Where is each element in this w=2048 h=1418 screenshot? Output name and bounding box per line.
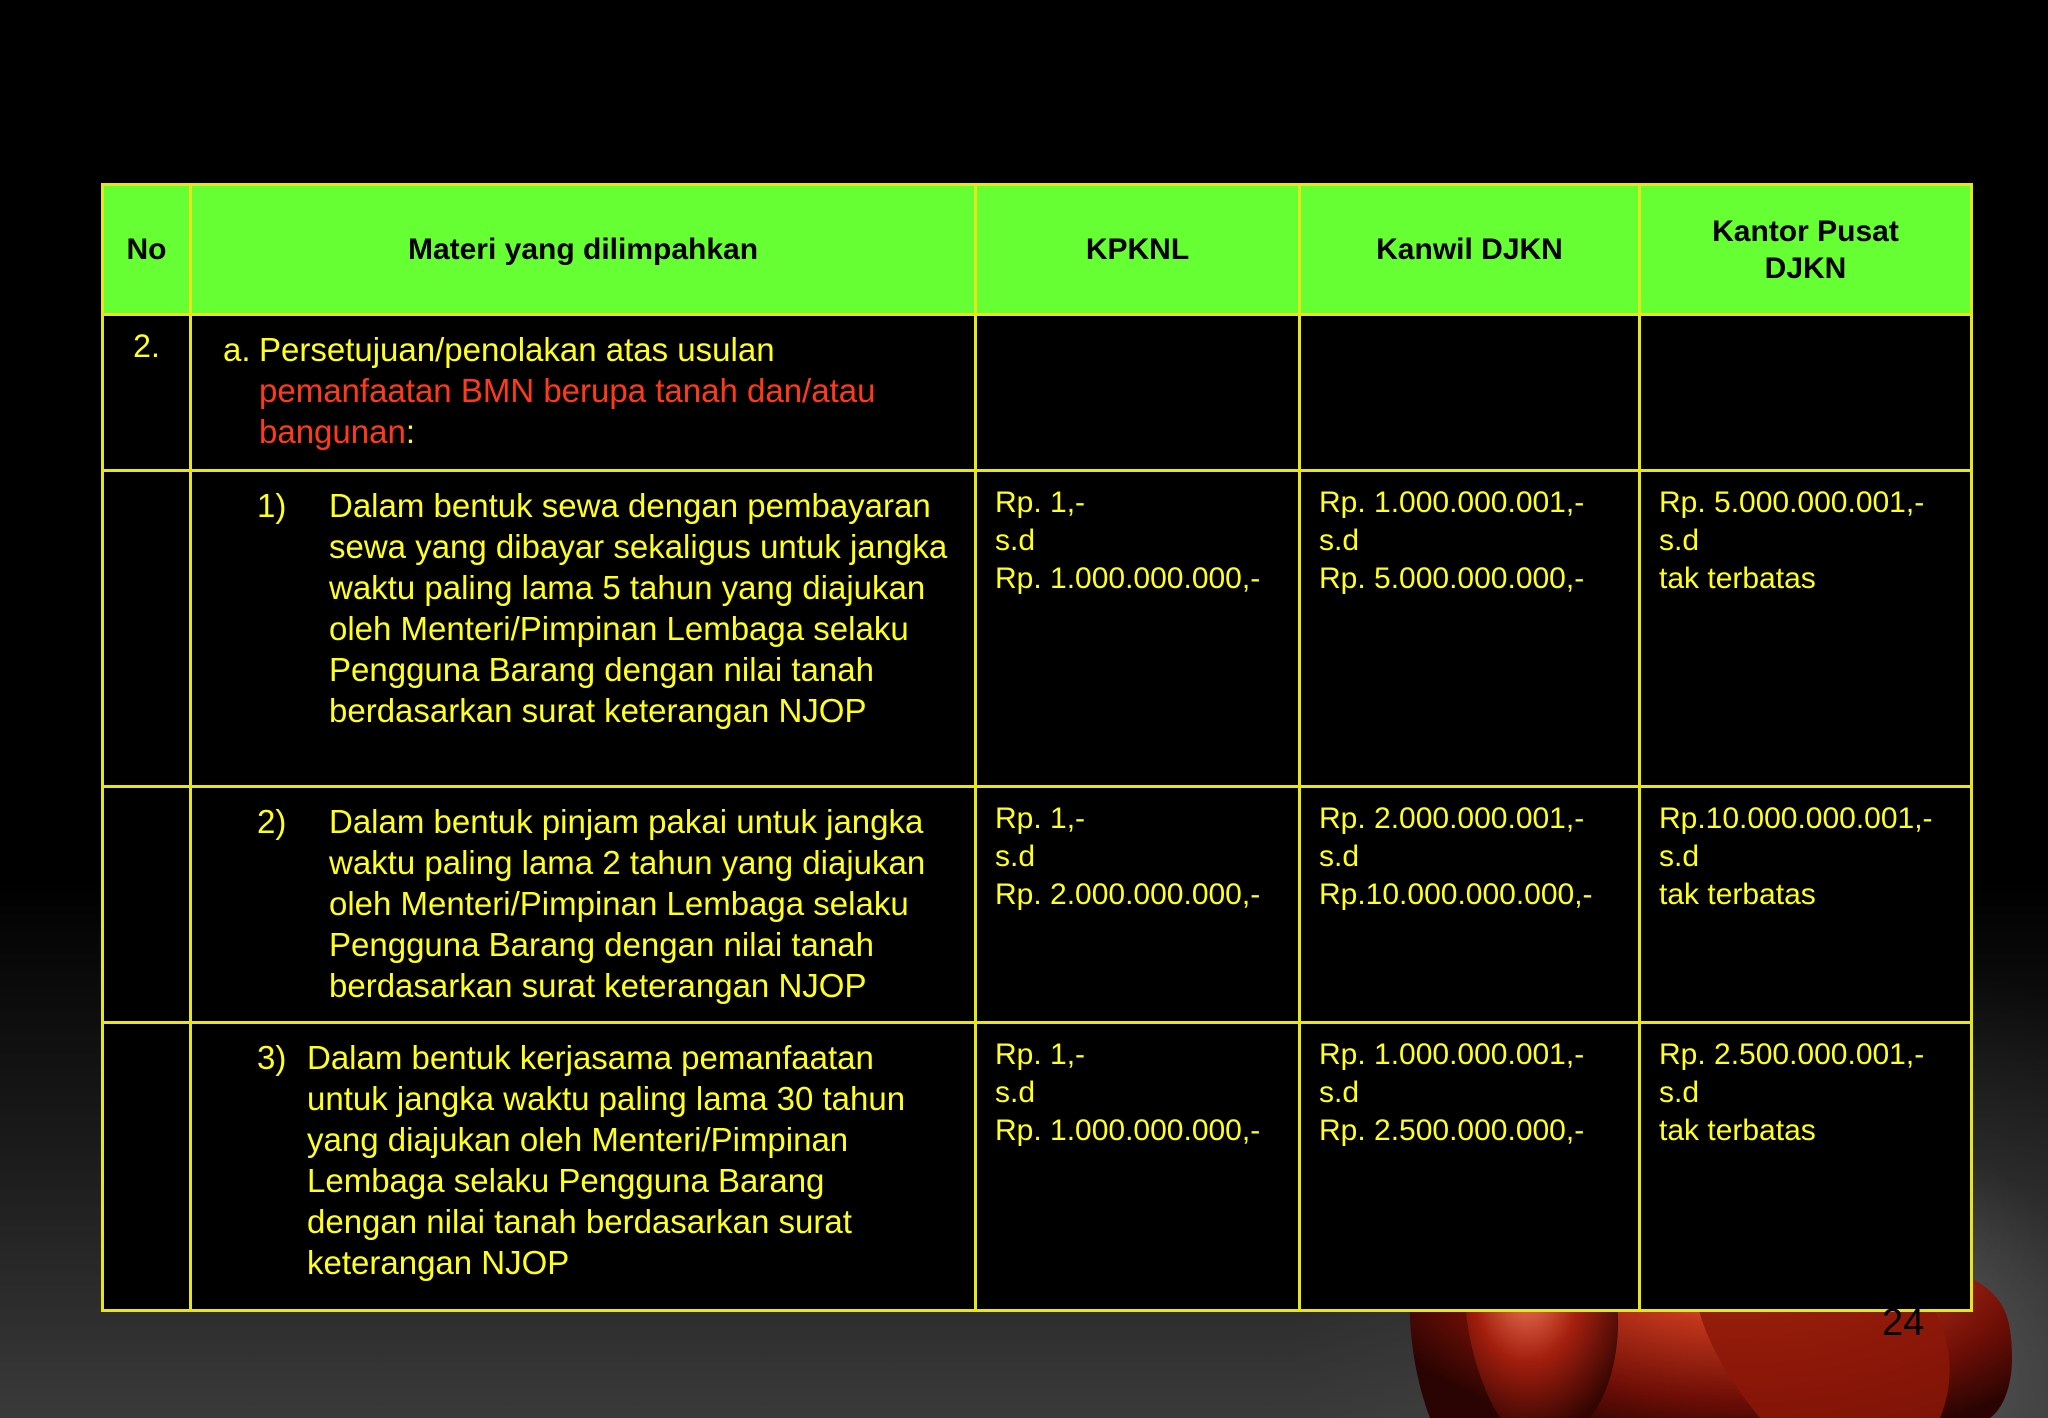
- table-row-main: [103, 315, 1972, 471]
- materi-cell: [191, 1023, 976, 1311]
- amount-from: Rp.10.000.000.001,-: [1659, 802, 1933, 835]
- kpknl-cell: [976, 315, 1300, 471]
- materi-cell: [191, 787, 976, 1023]
- amount-from: Rp. 5.000.000.001,-: [1659, 486, 1925, 519]
- amount-to: Rp. 1.000.000.000,-: [995, 1114, 1261, 1147]
- amount-sd: s.d: [1659, 524, 1700, 557]
- table-row: [103, 787, 1972, 1023]
- delegation-table: [101, 183, 1973, 1312]
- amount-from: Rp. 1.000.000.001,-: [1319, 486, 1585, 519]
- kanwil-cell: [1300, 787, 1640, 1023]
- item-colon: :: [405, 413, 415, 450]
- header-pusat-line2: DJKN: [1764, 251, 1847, 285]
- amount-sd: s.d: [1319, 1076, 1360, 1109]
- row-number: [103, 471, 191, 787]
- amount-from: Rp. 2.000.000.001,-: [1319, 802, 1585, 835]
- header-no: No: [103, 185, 191, 315]
- kpknl-cell: [976, 787, 1300, 1023]
- kanwil-cell: [1300, 315, 1640, 471]
- item-text-line1: Persetujuan/penolakan atas usulan: [259, 331, 775, 368]
- amount-to: tak terbatas: [1659, 1114, 1816, 1147]
- amount-from: Rp. 1,-: [995, 1038, 1086, 1071]
- item-marker: 3): [257, 1039, 287, 1076]
- kpknl-cell: [976, 471, 1300, 787]
- pusat-cell: [1640, 315, 1972, 471]
- header-pusat-line1: Kantor Pusat: [1712, 214, 1899, 248]
- header-materi: Materi yang dilimpahkan: [191, 185, 976, 315]
- item-text-highlight1: pemanfaatan BMN berupa tanah dan/atau: [259, 372, 876, 409]
- kanwil-cell: [1300, 1023, 1640, 1311]
- amount-from: Rp. 1.000.000.001,-: [1319, 1038, 1585, 1071]
- amount-to: Rp. 1.000.000.000,-: [995, 562, 1261, 595]
- pusat-cell: [1640, 471, 1972, 787]
- table-row: [103, 1023, 1972, 1311]
- item-text: Dalam bentuk sewa dengan pembayaran sewa yang dibayar sekaligus untuk jangka waktu paling lama 5 tahun yang diajukan oleh Menteri/Pimpinan Lembaga selaku Pengguna Barang dengan nilai tanah berdasarkan surat keterangan NJOP: [329, 487, 948, 729]
- amount-sd: s.d: [1319, 524, 1360, 557]
- amount-to: tak terbatas: [1659, 878, 1816, 911]
- amount-to: tak terbatas: [1659, 562, 1816, 595]
- kanwil-cell: [1300, 471, 1640, 787]
- amount-sd: s.d: [1659, 1076, 1700, 1109]
- item-text-highlight2: bangunan: [259, 413, 406, 450]
- row-number: [103, 787, 191, 1023]
- header-kpknl: KPKNL: [976, 185, 1300, 315]
- amount-sd: s.d: [1319, 840, 1360, 873]
- item-marker: 1): [257, 487, 287, 524]
- item-marker: 2): [257, 803, 287, 840]
- row-number: 2.: [103, 315, 191, 471]
- materi-cell: [191, 471, 976, 787]
- amount-to: Rp. 2.500.000.000,-: [1319, 1114, 1585, 1147]
- pusat-cell: [1640, 787, 1972, 1023]
- header-row: [103, 185, 1972, 315]
- table-row: [103, 471, 1972, 787]
- amount-sd: s.d: [995, 524, 1036, 557]
- row-number: [103, 1023, 191, 1311]
- item-marker: a.: [223, 331, 251, 368]
- amount-to: Rp. 2.000.000.000,-: [995, 878, 1261, 911]
- item-text: Dalam bentuk kerjasama pemanfaatan untuk jangka waktu paling lama 30 tahun yang diajukan oleh Menteri/Pimpinan Lembaga selaku Pengguna Barang dengan nilai tanah berdasarkan surat keterangan NJOP: [307, 1039, 906, 1281]
- materi-cell: [191, 315, 976, 471]
- amount-from: Rp. 1,-: [995, 486, 1086, 519]
- page-number: 24: [1882, 1302, 1925, 1344]
- header-kanwil: Kanwil DJKN: [1300, 185, 1640, 315]
- amount-sd: s.d: [1659, 840, 1700, 873]
- header-pusat: [1640, 185, 1972, 315]
- amount-from: Rp. 2.500.000.001,-: [1659, 1038, 1925, 1071]
- pusat-cell: [1640, 1023, 1972, 1311]
- kpknl-cell: [976, 1023, 1300, 1311]
- amount-from: Rp. 1,-: [995, 802, 1086, 835]
- item-text: Dalam bentuk pinjam pakai untuk jangka waktu paling lama 2 tahun yang diajukan oleh Menteri/Pimpinan Lembaga selaku Pengguna Barang dengan nilai tanah berdasarkan surat keterangan NJOP: [329, 803, 926, 1004]
- amount-sd: s.d: [995, 1076, 1036, 1109]
- amount-sd: s.d: [995, 840, 1036, 873]
- amount-to: Rp. 5.000.000.000,-: [1319, 562, 1585, 595]
- amount-to: Rp.10.000.000.000,-: [1319, 878, 1593, 911]
